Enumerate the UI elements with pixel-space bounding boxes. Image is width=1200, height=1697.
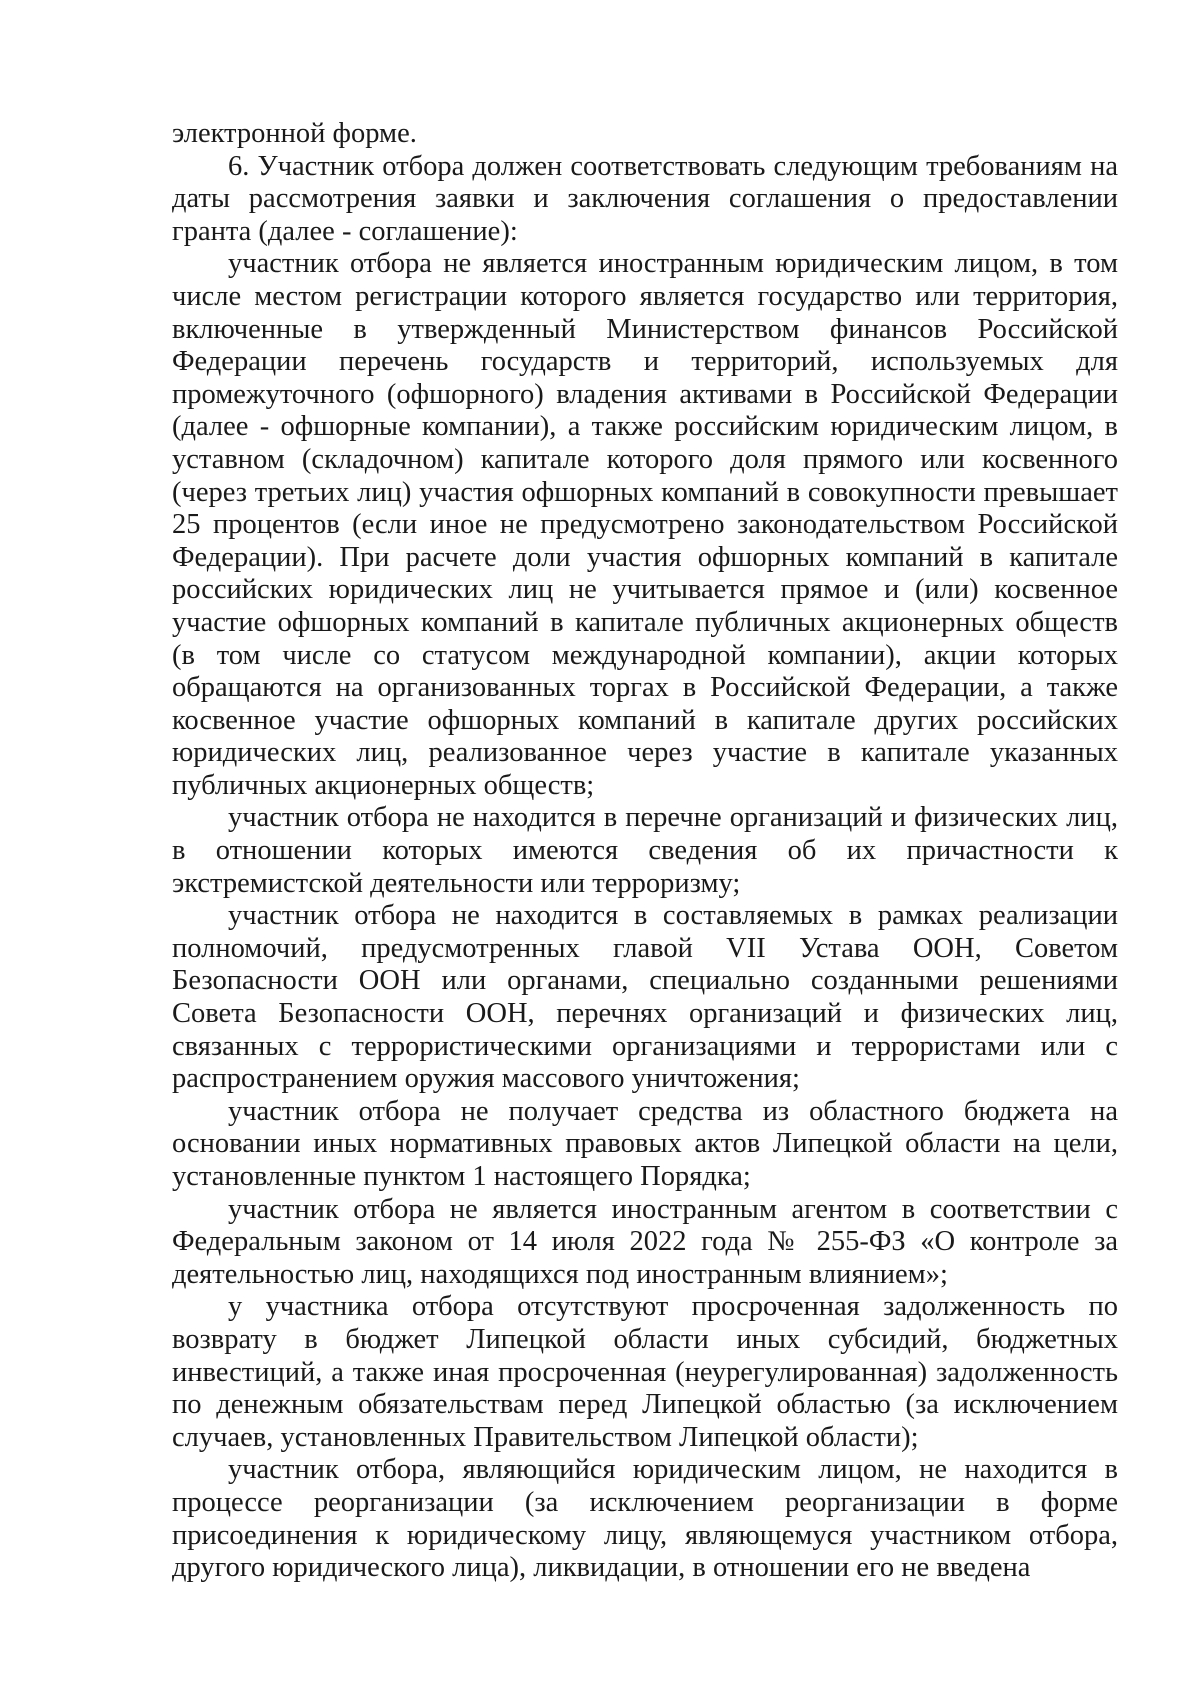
- paragraph-extremism-list: участник отбора не находится в перечне организаций и физических лиц, в отношении которых имеются сведения об их причастности к экстремистской деятельности или терроризму;: [172, 802, 1118, 899]
- paragraph-offshore-requirement: участник отбора не является иностранным юридическим лицом, в том числе местом регистрации которого является государство или территория, включенные в утвержденный Министерством финансов Российской Федерации перечень государств и территорий, используемых для промежуточного (офшорного) владения активами в Российской Федерации (далее - офшорные компании), а также российским юридическим лицом, в уставном (складочном) капитале которого доля прямого или косвенного (через третьих лиц) участия офшорных компаний в совокупности превышает 25 процентов (если иное не предусмотрено законодательством Российской Федерации). При расчете доли участия офшорных компаний в капитале российских юридических лиц не учитывается прямое и (или) косвенное участие офшорных компаний в капитале публичных акционерных обществ (в том числе со статусом международной компании), акции которых обращаются на организованных торгах в Российской Федерации, а также косвенное участие офшорных компаний в капитале других российских юридических лиц, реализованное через участие в капитале указанных публичных акционерных обществ;: [172, 248, 1118, 801]
- paragraph-budget-funds: участник отбора не получает средства из областного бюджета на основании иных нормативных правовых актов Липецкой области на цели, установленные пунктом 1 настоящего Порядка;: [172, 1095, 1118, 1192]
- document-body: [172, 118, 1118, 1585]
- paragraph-continuation: электронной форме.: [172, 118, 417, 149]
- paragraph-debt: у участника отбора отсутствуют просроченная задолженность по возврату в бюджет Липецкой области иных субсидий, бюджетных инвестиций, а также иная просроченная (неурегулированная) задолженность по денежным обязательствам перед Липецкой областью (за исключением случаев, установленных Правительством Липецкой области);: [172, 1291, 1118, 1453]
- paragraph-foreign-agent: участник отбора не является иностранным агентом в соответствии с Федеральным законом от 14 июля 2022 года № 255-ФЗ «О контроле за деятельностью лиц, находящихся под иностранным влиянием»;: [172, 1193, 1118, 1290]
- paragraph-reorganization: участник отбора, являющийся юридическим лицом, не находится в процессе реорганизации (за исключением реорганизации в форме присоединения к юридическому лицу, являющемуся участником отбора, другого юридического лица), ликвидации, в отношении его не введена: [172, 1454, 1118, 1584]
- paragraph-item-6: 6. Участник отбора должен соответствовать следующим требованиям на даты рассмотрения заявки и заключения соглашения о предоставлении гранта (далее - соглашение):: [172, 150, 1118, 247]
- paragraph-un-lists: участник отбора не находится в составляемых в рамках реализации полномочий, предусмотренных главой VII Устава ООН, Советом Безопасности ООН или органами, специально созданными решениями Совета Безопасности ООН, перечнях организаций и физических лиц, связанных с террористическими организациями и террористами или с распространением оружия массового уничтожения;: [172, 900, 1118, 1095]
